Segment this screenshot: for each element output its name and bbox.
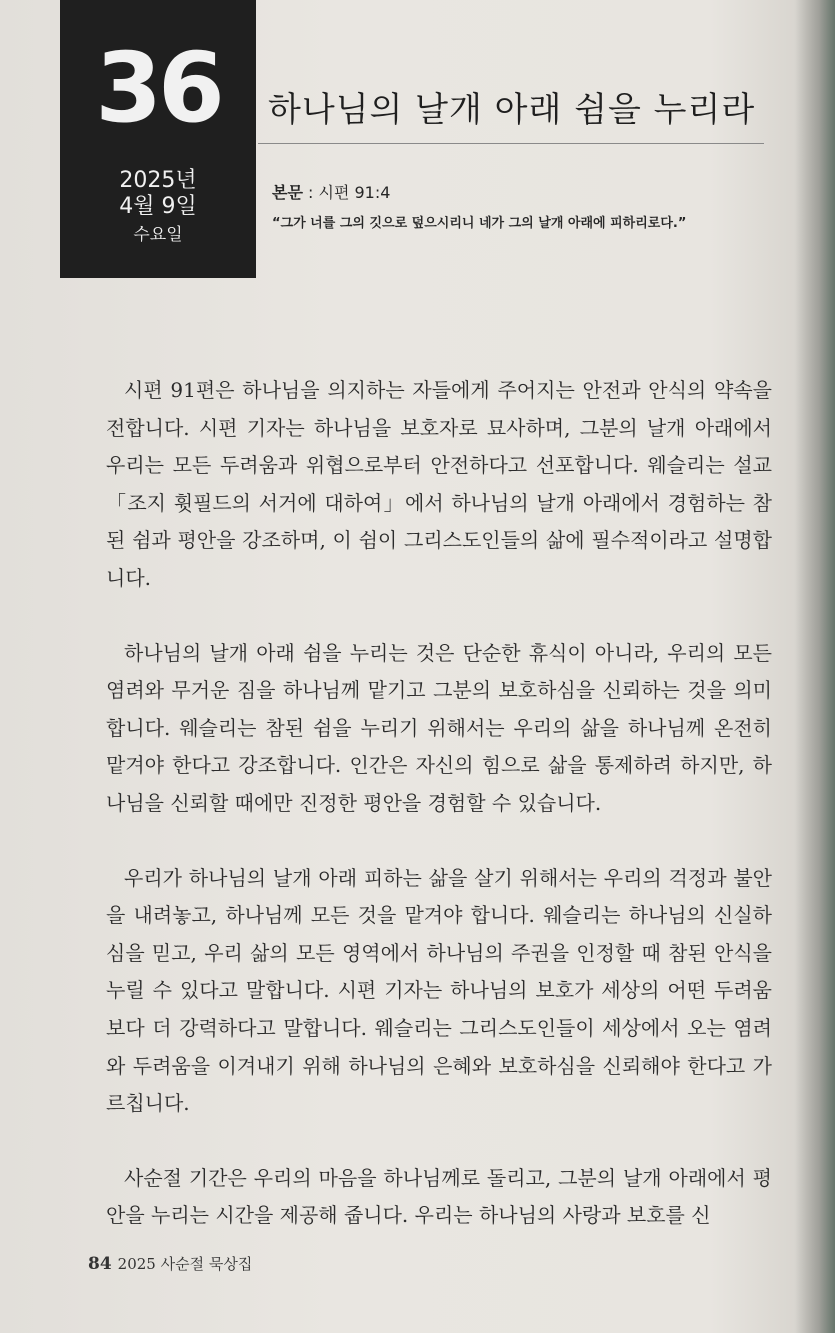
date-block — [60, 0, 256, 278]
page-title: 하나님의 날개 아래 쉼을 누리라 — [268, 90, 756, 130]
title-divider — [258, 143, 764, 144]
page-footer — [88, 1253, 252, 1274]
date-weekday: 수요일 — [133, 225, 183, 245]
scripture-ref-text: 시편 91:4 — [318, 183, 391, 202]
page-number: 84 — [88, 1254, 112, 1274]
scripture-label: 본문 — [272, 183, 303, 202]
date-year: 2025년 — [119, 168, 197, 193]
paragraph: 사순절 기간은 우리의 마음을 하나님께로 돌리고, 그분의 날개 아래에서 평안을 누리는 시간을 제공해 줍니다. 우리는 하나님의 사랑과 보호를 신 — [106, 1165, 772, 1228]
scripture-separator: : — [302, 183, 319, 202]
body-text — [106, 372, 772, 1272]
page-edge-shadow — [795, 0, 835, 1333]
scripture-reference — [272, 180, 390, 203]
paragraph: 하나님의 날개 아래 쉼을 누리는 것은 단순한 휴식이 아니라, 우리의 모든 염려와 무거운 짐을 하나님께 맡기고 그분의 보호하심을 신뢰하는 것을 의미합니다. 웨슬리는 참된 쉼을 누리기 위해서는 우리의 삶을 하나님께 온전히 맡겨야 한다고 강조합니다. 인간은 자신의 힘으로 삶을 통제하려 하지만, 하나님을 신뢰할 때에만 진정한 평안을 경험할 수 있습니다. — [106, 640, 772, 815]
paragraph: 시편 91편은 하나님을 의지하는 자들에게 주어지는 안전과 안식의 약속을 전합니다. 시편 기자는 하나님을 보호자로 묘사하며, 그분의 날개 아래에서 우리는 모든 두려움과 위협으로부터 안전하다고 선포합니다. 웨슬리는 설교「조지 휫필드의 서거에 대하여」에서 하나님의 날개 아래에서 경험하는 참된 쉼과 평안을 강조하며, 이 쉼이 그리스도인들의 삶에 필수적이라고 설명합니다. — [106, 378, 772, 590]
scripture-quote: “그가 너를 그의 깃으로 덮으시리니 네가 그의 날개 아래에 피하리로다.” — [272, 216, 687, 231]
date-month-day: 4월 9일 — [119, 194, 197, 219]
book-title: 2025 사순절 묵상집 — [117, 1255, 253, 1273]
day-number: 36 — [95, 32, 221, 144]
paragraph: 우리가 하나님의 날개 아래 피하는 삶을 살기 위해서는 우리의 걱정과 불안을 내려놓고, 하나님께 모든 것을 맡겨야 합니다. 웨슬리는 하나님의 신실하심을 믿고, 우리 삶의 모든 영역에서 하나님의 주권을 인정할 때 참된 안식을 누릴 수 있다고 말합니다. 시편 기자는 하나님의 보호가 세상의 어떤 두려움보다 더 강력하다고 말합니다. 웨슬리는 그리스도인들이 세상에서 오는 염려와 두려움을 이겨내기 위해 하나님의 은혜와 보호하심을 신뢰해야 한다고 가르칩니다. — [106, 865, 772, 1116]
